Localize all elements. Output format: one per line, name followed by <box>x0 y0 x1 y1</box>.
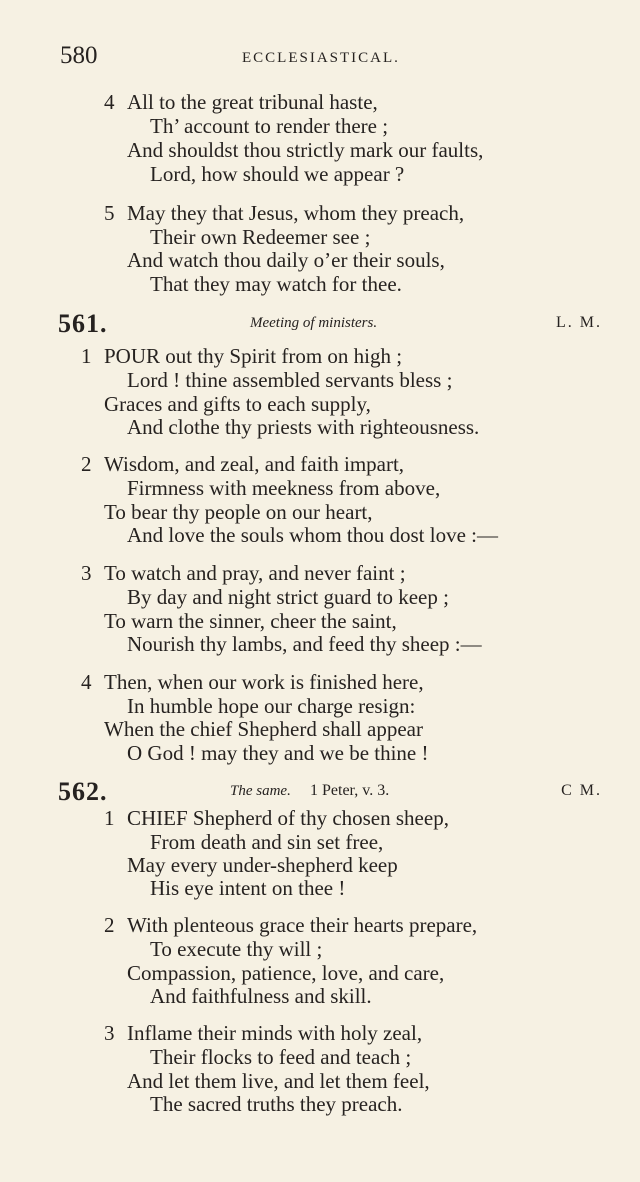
stanza-number: 2 <box>104 913 115 937</box>
stanza-number: 5 <box>104 201 115 225</box>
verse-line: To warn the sinner, cheer the saint, <box>104 609 397 633</box>
verse-line: May they that Jesus, whom they preach, <box>127 201 465 225</box>
verse-line: Firmness with meekness from above, <box>127 476 441 500</box>
hymn-meter: L. M. <box>556 314 602 331</box>
verse-line: Then, when our work is finished here, <box>104 670 424 694</box>
stanza-number: 1 <box>104 806 115 830</box>
verse-line: When the chief Shepherd shall appear <box>104 717 423 741</box>
stanza-number: 4 <box>81 670 92 694</box>
stanza-number: 3 <box>104 1021 115 1045</box>
verse-line: Nourish thy lambs, and feed thy sheep :— <box>127 632 482 656</box>
verse-line: Lord ! thine assembled servants bless ; <box>127 368 453 392</box>
verse-line: And clothe thy priests with righteousness. <box>127 415 480 439</box>
verse-line: Wisdom, and zeal, and faith impart, <box>104 452 405 476</box>
stanza-number: 1 <box>81 344 92 368</box>
stanza-number: 3 <box>81 561 92 585</box>
verse-line: And faithfulness and skill. <box>150 984 372 1008</box>
verse-line: In humble hope our charge resign: <box>127 694 416 718</box>
page-header <box>60 42 600 74</box>
verse-line: To execute thy will ; <box>150 937 323 961</box>
hymn-heading <box>58 309 602 339</box>
verse-line: Graces and gifts to each supply, <box>104 392 371 416</box>
verse-line: O God ! may they and we be thine ! <box>127 741 429 765</box>
verse-line: And shouldst thou strictly mark our faults, <box>127 138 484 162</box>
verse-line: That they may watch for thee. <box>150 272 402 296</box>
verse-line: May every under-shepherd keep <box>127 853 398 877</box>
verse-line: To bear thy people on our heart, <box>104 500 373 524</box>
running-title: ECCLESIASTICAL. <box>242 50 400 66</box>
verse-line: From death and sin set free, <box>150 830 384 854</box>
page-number: 580 <box>60 42 98 69</box>
verse-line: POUR out thy Spirit from on high ; <box>104 344 403 368</box>
verse-line: All to the great tribunal haste, <box>127 90 378 114</box>
verse-line: To watch and pray, and never faint ; <box>104 561 406 585</box>
verse-line: His eye intent on thee ! <box>150 876 346 900</box>
verse-line: Their own Redeemer see ; <box>150 225 371 249</box>
verse-line: And love the souls whom thou dost love :— <box>127 523 498 547</box>
stanza-number: 4 <box>104 90 115 114</box>
hymn-number: 561. <box>58 309 108 338</box>
verse-line: Th’ account to render there ; <box>150 114 389 138</box>
hymn-meter: C M. <box>561 782 602 799</box>
verse-line: Compassion, patience, love, and care, <box>127 961 445 985</box>
hymn-title: The same. <box>230 783 291 799</box>
hymn-number: 562. <box>58 777 108 806</box>
stanza-number: 2 <box>81 452 92 476</box>
hymn-title: Meeting of ministers. <box>250 315 378 331</box>
hymn-heading <box>58 777 602 807</box>
verse-line: Inflame their minds with holy zeal, <box>127 1021 423 1045</box>
verse-line: By day and night strict guard to keep ; <box>127 585 449 609</box>
verse-line: With plenteous grace their hearts prepare, <box>127 913 478 937</box>
verse-line: Their flocks to feed and teach ; <box>150 1045 412 1069</box>
hymn-scripture-reference: 1 Peter, v. 3. <box>310 782 390 799</box>
verse-line: And watch thou daily o’er their souls, <box>127 248 445 272</box>
verse-line: The sacred truths they preach. <box>150 1092 403 1116</box>
verse-line: CHIEF Shepherd of thy chosen sheep, <box>127 806 449 830</box>
verse-line: Lord, how should we appear ? <box>150 162 405 186</box>
verse-line: And let them live, and let them feel, <box>127 1069 430 1093</box>
